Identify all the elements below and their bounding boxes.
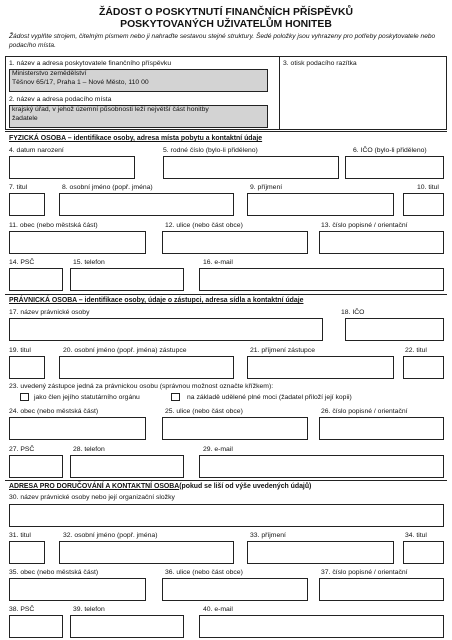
seat-street-input[interactable] xyxy=(162,417,308,440)
seat-phone-input[interactable] xyxy=(70,455,184,478)
delivery-municipality-input[interactable] xyxy=(9,578,146,601)
f8-label: 8. osobní jméno (popř. jména) xyxy=(62,184,153,191)
f15-label: 15. telefon xyxy=(73,259,105,266)
power-of-attorney-checkbox[interactable] xyxy=(171,393,180,401)
section-divider-fyzicka xyxy=(5,131,447,132)
delivery-postcode-input[interactable] xyxy=(9,615,63,638)
f34-label: 34. titul xyxy=(405,532,427,539)
f18-label: 18. IČO xyxy=(341,309,365,316)
statutory-body-checkbox[interactable] xyxy=(20,393,29,401)
heading-dorucovani-note: (pokud se liší od výše uvedených údajů) xyxy=(179,483,312,490)
contact-title-after-input[interactable] xyxy=(403,541,444,564)
company-ico-input[interactable] xyxy=(345,318,444,341)
birth-date-input[interactable] xyxy=(9,156,135,179)
rep-title-after-input[interactable] xyxy=(403,356,444,379)
house-number-input[interactable] xyxy=(319,231,444,254)
rep-title-before-input[interactable] xyxy=(9,356,45,379)
f7-label: 7. titul xyxy=(9,184,28,191)
delivery-street-input[interactable] xyxy=(162,578,308,601)
f10-label: 10. titul xyxy=(417,184,439,191)
form-title-line2: POSKYTOVANÝCH UŽIVATELŮM HONITEB xyxy=(120,19,332,30)
f36-label: 36. ulice (nebo část obce) xyxy=(165,569,243,576)
f1-label: 1. název a adresa poskytovatele finančního příspěvku xyxy=(9,60,172,67)
form-instructions: Žádost vyplňte strojem, čitelným písmem nebo ji nahraďte sestavou stejné struktury. Šedé položky jsou vyhrazeny pro potřeby poskytovatele nebo podacího místa. xyxy=(9,33,436,49)
seat-postcode-input[interactable] xyxy=(9,455,63,478)
f11-label: 11. obec (nebo městská část) xyxy=(9,222,98,229)
f14-label: 14. PSČ xyxy=(9,259,35,266)
contact-title-before-input[interactable] xyxy=(9,541,45,564)
f20-label: 20. osobní jméno (popř. jména) zástupce xyxy=(63,347,187,354)
power-of-attorney-option: na základě udělené plné moci (žadatel přiloží její kopii) xyxy=(187,394,352,401)
f26-label: 26. číslo popisné / orientační xyxy=(321,408,408,415)
delivery-email-input[interactable] xyxy=(199,615,444,638)
f19-label: 19. titul xyxy=(9,347,31,354)
submission-value-line2: žadatele xyxy=(12,115,38,122)
f2-label: 2. název a adresa podacího místa xyxy=(9,96,112,103)
f23-label: 23. uvedený zástupce jedná za právnickou osobu (správnou možnost označte křížkem): xyxy=(9,383,274,390)
f12-label: 12. ulice (nebo část obce) xyxy=(165,222,243,229)
f25-label: 25. ulice (nebo část obce) xyxy=(165,408,243,415)
section-heading-pravnicka: PRÁVNICKÁ OSOBA – identifikace osoby, údaje o zástupci, adresa sídla a kontaktní údaje xyxy=(9,297,304,304)
seat-house-number-input[interactable] xyxy=(319,417,444,440)
statutory-body-option: jako člen jejího statutárního orgánu xyxy=(34,394,140,401)
phone-input[interactable] xyxy=(70,268,184,291)
f24-label: 24. obec (nebo městská část) xyxy=(9,408,99,415)
postcode-input[interactable] xyxy=(9,268,63,291)
rep-surname-input[interactable] xyxy=(247,356,394,379)
f32-label: 32. osobní jméno (popř. jména) xyxy=(63,532,158,539)
contact-surname-input[interactable] xyxy=(247,541,394,564)
f3-label: 3. otisk podacího razítka xyxy=(283,60,357,67)
title-before-input[interactable] xyxy=(9,193,45,216)
title-after-input[interactable] xyxy=(403,193,444,216)
top-block-divider xyxy=(279,56,280,130)
street-input[interactable] xyxy=(162,231,308,254)
company-name-input[interactable] xyxy=(9,318,323,341)
f17-label: 17. název právnické osoby xyxy=(9,309,90,316)
f27-label: 27. PSČ xyxy=(9,446,35,453)
section-heading-dorucovani xyxy=(9,483,311,490)
municipality-input[interactable] xyxy=(9,231,146,254)
section-divider-pravnicka xyxy=(5,294,447,295)
surname-input[interactable] xyxy=(247,193,394,216)
rep-first-name-input[interactable] xyxy=(59,356,234,379)
first-name-input[interactable] xyxy=(59,193,234,216)
section-heading-fyzicka: FYZICKÁ OSOBA – identifikace osoby, adresa místa pobytu a kontaktní údaje xyxy=(9,135,263,142)
f13-label: 13. číslo popisné / orientační xyxy=(321,222,408,229)
f21-label: 21. příjmení zástupce xyxy=(250,347,315,354)
contact-first-name-input[interactable] xyxy=(59,541,234,564)
section-divider-dorucovani xyxy=(5,480,447,481)
seat-municipality-input[interactable] xyxy=(9,417,146,440)
f40-label: 40. e-mail xyxy=(203,606,233,613)
f4-label: 4. datum narození xyxy=(9,147,64,154)
f31-label: 31. titul xyxy=(9,532,31,539)
email-input[interactable] xyxy=(199,268,444,291)
form-title-line1: ŽÁDOST O POSKYTNUTÍ FINANČNÍCH PŘÍSPĚVKŮ xyxy=(98,7,353,18)
f33-label: 33. příjmení xyxy=(250,532,286,539)
delivery-org-input[interactable] xyxy=(9,504,444,527)
f9-label: 9. příjmení xyxy=(250,184,283,191)
f28-label: 28. telefon xyxy=(73,446,105,453)
f29-label: 29. e-mail xyxy=(203,446,233,453)
f39-label: 39. telefon xyxy=(73,606,105,613)
f5-label: 5. rodné číslo (bylo-li přiděleno) xyxy=(163,147,258,154)
provider-value-line1: Ministerstvo zemědělství xyxy=(12,70,87,77)
provider-value-line2: Těšnov 65/17, Praha 1 – Nové Město, 110 00 xyxy=(12,79,149,86)
f35-label: 35. obec (nebo městská část) xyxy=(9,569,99,576)
submission-value-line1: krajský úřad, v jehož územní působnosti leží největší část honitby xyxy=(12,106,209,113)
delivery-phone-input[interactable] xyxy=(70,615,184,638)
birth-number-input[interactable] xyxy=(163,156,339,179)
f6-label: 6. IČO (bylo-li přiděleno) xyxy=(353,147,427,154)
f37-label: 37. číslo popisné / orientační xyxy=(321,569,408,576)
ico-input[interactable] xyxy=(345,156,444,179)
f30-label: 30. název právnické osoby nebo její organizační složky xyxy=(9,494,175,501)
f16-label: 16. e-mail xyxy=(203,259,233,266)
f38-label: 38. PSČ xyxy=(9,606,35,613)
delivery-house-number-input[interactable] xyxy=(319,578,444,601)
heading-dorucovani-main: ADRESA PRO DORUČOVÁNÍ A KONTAKTNÍ OSOBA xyxy=(9,483,180,490)
f22-label: 22. titul xyxy=(405,347,427,354)
seat-email-input[interactable] xyxy=(199,455,444,478)
